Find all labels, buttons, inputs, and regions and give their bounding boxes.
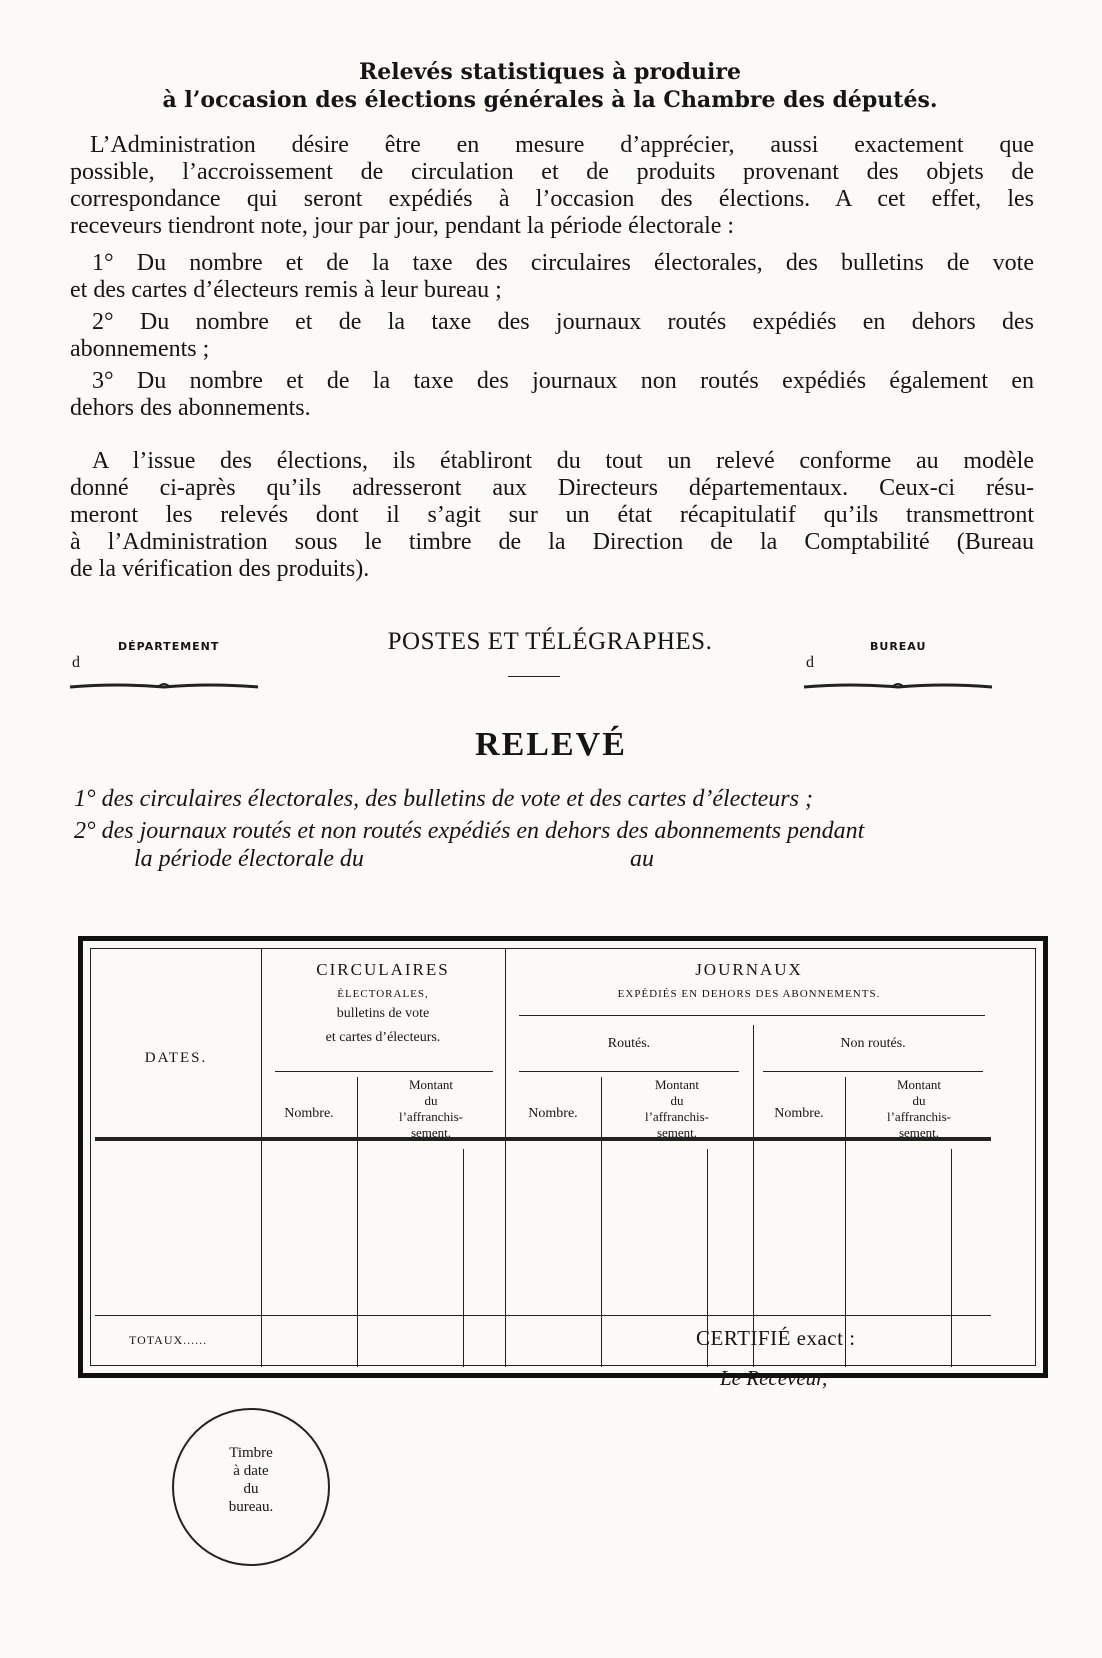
closing-line: meront les relevés dont il s’agit sur un état récapitulatif qu’ils transmettront xyxy=(70,502,1034,528)
releve-line-3a: la période électorale du xyxy=(134,846,364,872)
certifie-exact: CERTIFIÉ exact : xyxy=(696,1326,856,1350)
item-1-line: 1° Du nombre et de la taxe des circulaires électorales, des bulletins de vote xyxy=(92,250,1034,276)
montant-header: Montant du l’affranchis- sement. xyxy=(398,1077,463,1140)
closing-line: donné ci-après qu’ils adresseront aux Directeurs départementaux. Ceux-ci résu- xyxy=(70,475,1034,501)
nombre-header: Nombre. xyxy=(528,1106,578,1121)
table-inner-frame xyxy=(90,948,1036,1366)
journ-underline xyxy=(519,1015,985,1016)
circ-sub-1: ÉLECTORALES, xyxy=(337,988,429,1000)
nonroutes-underline xyxy=(763,1071,983,1072)
montant-header: Montant du l’affranchis- sement. xyxy=(886,1077,951,1140)
date-stamp-text: Timbre à date du bureau. xyxy=(228,1445,274,1515)
item-1-line: et des cartes d’électeurs remis à leur bureau ; xyxy=(70,277,502,303)
amount-divider xyxy=(463,1149,464,1367)
releve-table xyxy=(78,936,1048,1378)
bureau-prefix: d xyxy=(806,654,814,671)
heading-line-2: à l’occasion des élections générales à la Chambre des députés. xyxy=(162,87,938,113)
heading-line-1: Relevés statistiques à produire xyxy=(359,59,741,85)
bureau-label: BUREAU xyxy=(870,640,927,653)
col-divider xyxy=(505,949,506,1367)
circ-underline xyxy=(275,1071,493,1072)
item-2-line: abonnements ; xyxy=(70,336,210,362)
postes-title: POSTES ET TÉLÉGRAPHES. xyxy=(387,628,713,655)
items-list xyxy=(70,250,1034,422)
circ-sub-2: bulletins de vote xyxy=(336,1006,430,1021)
journ-title: JOURNAUX xyxy=(695,960,803,979)
receveur-label: Le Receveur, xyxy=(720,1366,828,1390)
intro-paragraph xyxy=(70,132,1034,240)
closing-paragraph xyxy=(70,448,1034,583)
departement-flourish xyxy=(68,678,260,696)
releve-title: RELEVÉ xyxy=(475,726,627,763)
closing-line: à l’Administration sous le timbre de la Direction de la Comptabilité (Bureau xyxy=(70,529,1034,555)
journ-sub: EXPÉDIÉS EN DEHORS DES ABONNEMENTS. xyxy=(617,988,881,1000)
totaux-label: TOTAUX...... xyxy=(129,1333,208,1347)
circ-sub-3: et cartes d’électeurs. xyxy=(325,1030,441,1045)
closing-line: A l’issue des élections, ils établiront du tout un relevé conforme au modèle xyxy=(92,448,1034,474)
nonroutes-header: Non routés. xyxy=(840,1036,906,1051)
totals-separator xyxy=(95,1315,991,1316)
intro-line: L’Administration désire être en mesure d’apprécier, aussi exactement que xyxy=(90,132,1034,158)
bureau-flourish xyxy=(802,678,994,696)
montant-header: Montant du l’affranchis- sement. xyxy=(644,1077,709,1140)
circ-title: CIRCULAIRES xyxy=(316,960,450,979)
departement-label: DÉPARTEMENT xyxy=(118,640,220,653)
nombre-header: Nombre. xyxy=(774,1106,824,1121)
amount-divider xyxy=(951,1149,952,1367)
departement-prefix: d xyxy=(72,654,80,671)
item-3-line: dehors des abonnements. xyxy=(70,395,311,421)
dates-header: DATES. xyxy=(144,1050,208,1066)
intro-line: correspondance qui seront expédiés à l’occasion des élections. A cet effet, les xyxy=(70,186,1034,212)
date-stamp-circle xyxy=(172,1408,330,1566)
releve-line-1: 1° des circulaires électorales, des bulletins de vote et des cartes d’électeurs ; xyxy=(74,786,813,812)
intro-line: receveurs tiendront note, jour par jour, pendant la période électorale : xyxy=(70,213,735,239)
routes-underline xyxy=(519,1071,739,1072)
closing-line: de la vérification des produits). xyxy=(70,556,370,582)
center-rule xyxy=(508,676,560,677)
item-3-line: 3° Du nombre et de la taxe des journaux non routés expédiés également en xyxy=(92,368,1034,394)
releve-line-3b: au xyxy=(630,846,654,872)
intro-line: possible, l’accroissement de circulation et de produits provenant des objets de xyxy=(70,159,1034,185)
releve-line-2: 2° des journaux routés et non routés expédiés en dehors des abonnements pendant xyxy=(74,818,865,844)
nombre-header: Nombre. xyxy=(284,1106,334,1121)
routes-header: Routés. xyxy=(607,1036,651,1051)
item-2-line: 2° Du nombre et de la taxe des journaux routés expédiés en dehors des xyxy=(92,309,1034,335)
